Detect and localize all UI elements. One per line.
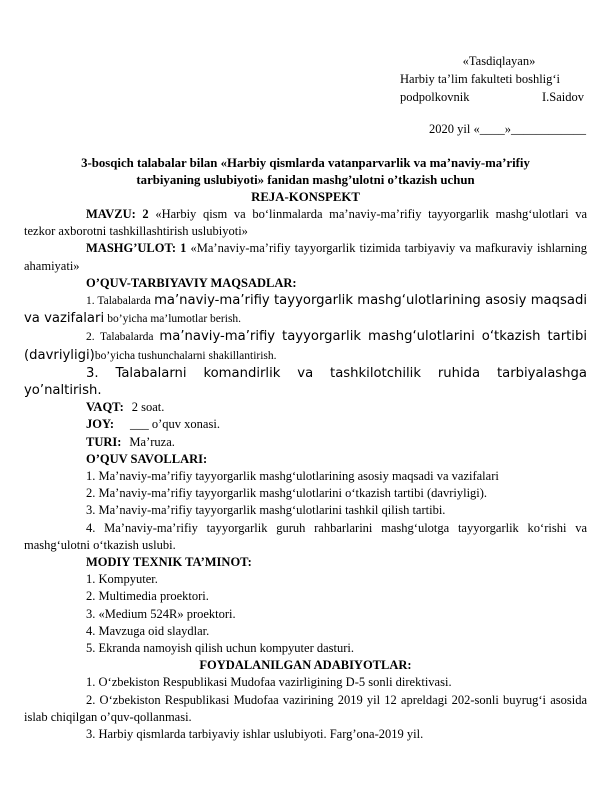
place-value: ___ o’quv xonasi.	[130, 417, 220, 432]
equipment-item: 1. Kompyuter.	[86, 572, 158, 587]
time-row	[24, 399, 587, 416]
equipment-heading: MODIY TEXNIK TA’MINOT:	[86, 555, 252, 570]
approval-position: Harbiy ta’lim fakulteti boshlig‘i	[400, 72, 561, 86]
time-value: 2 soat.	[131, 400, 165, 415]
goal-item	[24, 292, 587, 328]
goal-1-suffix: bo’yicha ma’lumotlar berish.	[107, 313, 242, 326]
lesson-text: «Ma’naviy-ma’rifiy tayyorgarlik tizimida tarbiyaviy va mafkuraviy ishlarning ahamiyati»	[24, 241, 588, 273]
type-value: Ma’ruza.	[129, 434, 175, 449]
equipment-item: 5. Ekranda namoyish qilish uchun kompyuter dasturi.	[86, 641, 355, 656]
question-item: 1. Ma’naviy-ma’rifiy tayyorgarlik mashg‘ulotlarining asosiy maqsadi va vazifalari	[86, 469, 499, 484]
lesson-paragraph	[24, 240, 587, 274]
approval-rank: podpolkovnik	[400, 90, 470, 104]
type-label: TURI:	[86, 434, 122, 449]
goal-2-emphasis: ma’naviy-ma’rifiy tayyorgarlik mashg‘ulotlarini o‘tkazish tartibi (davriyligi)	[24, 329, 587, 363]
goal-item	[24, 328, 587, 364]
approval-date: 2020 yil «____»____________	[429, 122, 586, 136]
goal-2-suffix: bo’yicha tushunchalarni shakillantirish.	[94, 349, 277, 362]
literature-item: 1. O‘zbekiston Respublikasi Mudofaa vazirligining D-5 sonli direktivasi.	[86, 675, 452, 690]
title-line-3: REJA-KONSPEKT	[251, 190, 360, 204]
topic-paragraph	[24, 206, 587, 240]
question-item: 4. Ma’naviy-ma’rifiy tayyorgarlik guruh rahbarlarini mashg‘ulotga tayyorgarlik ko‘rishi va mashg‘ulotni o‘tkazish uslubi.	[24, 520, 587, 552]
topic-text: «Harbiy qism va bo‘linmalarda ma’naviy-ma’rifiy tayyorgarlik mashg‘ulotlari va tezkor axborotni tashkillashtirish uslubiyoti»	[24, 207, 587, 239]
goal-1-emphasis: ma’naviy-ma’rifiy tayyorgarlik mashg‘ulotlarining asosiy maqsadi va vazifalari	[24, 293, 588, 327]
goals-heading: O’QUV-TARBIYAVIY MAQSADLAR:	[86, 275, 297, 290]
approval-heading: «Tasdiqlayan»	[462, 54, 536, 68]
goal-2-prefix: 2. Talabalarda	[86, 331, 154, 344]
literature-item: 2. O‘zbekiston Respublikasi Mudofaa vazirining 2019 yil 12 apreldagi 202-sonli buyrug‘i asosida islab chiqilgan o’quv-qollanmasi.	[24, 692, 587, 724]
place-row	[24, 416, 587, 433]
document-body	[24, 155, 587, 743]
question-item: 2. Ma’naviy-ma’rifiy tayyorgarlik mashg‘ulotlarini o‘tkazish tartibi (davriyligi).	[86, 486, 488, 501]
type-row	[24, 434, 587, 451]
equipment-item: 4. Mavzuga oid slaydlar.	[86, 623, 210, 638]
title-line-2: tarbiyaning uslubiyoti» fanidan mashg’ulotni o’tkazish uchun	[136, 173, 475, 187]
literature-heading: FOYDALANILGAN ADABIYOTLAR:	[199, 658, 412, 673]
document-title	[24, 155, 587, 206]
questions-heading: O’QUV SAVOLLARI:	[86, 451, 208, 466]
approval-signatory	[400, 88, 590, 106]
literature-item: 3. Harbiy qismlarda tarbiyaviy ishlar uslubiyoti. Farg’ona-2019 yil.	[86, 727, 424, 742]
title-line-1: 3-bosqich talabalar bilan «Harbiy qismlarda vatanparvarlik va ma’naviy-ma’rifiy	[81, 156, 530, 170]
goal-3: 3. Talabalarni komandirlik va tashkilotchilik ruhida tarbiyalashga yo’naltirish.	[24, 365, 587, 399]
topic-label: MAVZU: 2	[86, 207, 149, 221]
time-label: VAQT:	[86, 400, 124, 415]
equipment-item: 2. Multimedia proektori.	[86, 589, 209, 604]
place-label: JOY:	[86, 417, 115, 432]
goal-1-prefix: 1. Talabalarda	[86, 295, 151, 308]
approval-name: I.Saidov	[541, 90, 584, 104]
lesson-label: MASHG’ULOT: 1	[86, 241, 187, 256]
equipment-item: 3. «Medium 524R» proektori.	[86, 606, 236, 621]
approval-block	[400, 52, 590, 138]
question-item: 3. Ma’naviy-ma’rifiy tayyorgarlik mashg‘ulotlarini tashkil qilish tartibi.	[86, 503, 446, 518]
